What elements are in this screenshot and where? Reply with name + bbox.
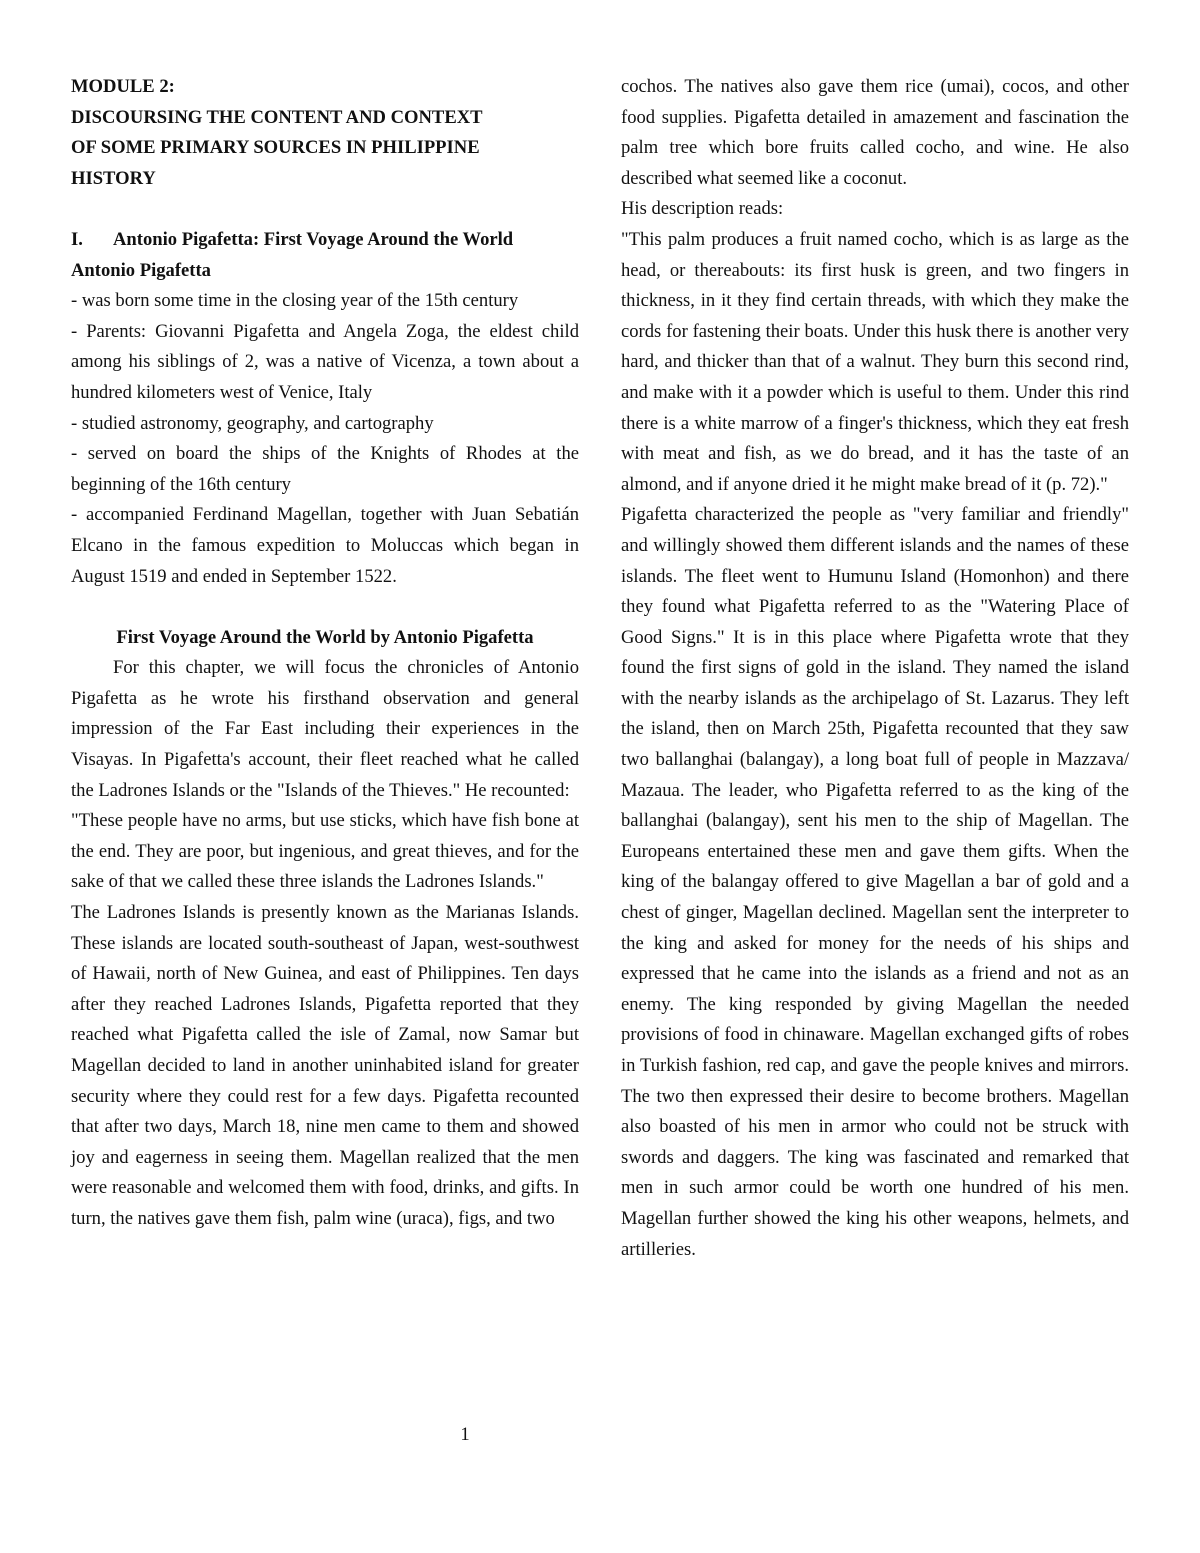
chapter-paragraph-intro: For this chapter, we will focus the chronicles of Antonio Pigafetta as he wrote his firsthand observation and general impression of the Far East including their experiences in the Visayas. In Pigafetta's account, their fleet reached what he called the Ladrones Islands or the "Islands of the Thieves." He recounted: (71, 657, 579, 801)
bio-bullet-birth: - was born some time in the closing year of the 15th century (71, 290, 519, 312)
chapter-paragraph-marianas: The Ladrones Islands is presently known as the Marianas Islands. These islands are located south-southeast of Japan, west-southwest of Hawaii, north of New Guinea, and east of Philippines. Ten days after they reached Ladrones Islands, Pigafetta reported that they reached what Pigafetta called the isle of Zamal, now Samar but Magellan decided to land in another uninhabited island for greater security where they could rest for a few days. Pigafetta recounted that after two days, March 18, nine men came to them and showed joy and eagerness in seeing them. Magellan realized that the men were reasonable and welcomed them with food, drinks, and gifts. In turn, the natives gave them fish, palm wine (uraca), figs, and two (71, 902, 579, 1229)
bio-bullet-parents: - Parents: Giovanni Pigafetta and Angela Zoga, the eldest child among his siblings of 2, was a native of Vicenza, a town about a hundred kilometers west of Venice, Italy (71, 320, 579, 403)
bio-bullet-expedition: - accompanied Ferdinand Magellan, together with Juan Sebatián Elcano in the famous expedition to Moluccas which began in August 1519 and ended in September 1522. (71, 504, 579, 587)
module-title-line-2: DISCOURSING THE CONTENT AND CONTEXT (71, 106, 483, 128)
right-paragraph-description-intro: His description reads: (621, 198, 784, 220)
module-title (71, 72, 579, 194)
chapter-quote-ladrones: "These people have no arms, but use sticks, which have fish bone at the end. They are poor, but ingenious, and great thieves, and for the sake of that we called these three islands the Ladrones Islands." (71, 810, 579, 893)
section-number: I. (71, 228, 83, 250)
page-number: 1 (460, 1424, 470, 1445)
left-column (71, 72, 579, 1235)
section-heading (71, 225, 579, 256)
module-title-line-4: HISTORY (71, 167, 156, 189)
right-paragraph-cochos: cochos. The natives also gave them rice (umai), cocos, and other food supplies. Pigafetta detailed in amazement and fascination the palm tree which bore fruits called cocho, and wine. He also described what seemed like a coconut. (621, 76, 1129, 189)
section-subject: Antonio Pigafetta (71, 259, 211, 281)
chapter-title: First Voyage Around the World by Antonio Pigafetta (116, 626, 534, 648)
bio-bullet-service: - served on board the ships of the Knights of Rhodes at the beginning of the 16th century (71, 443, 579, 495)
right-column (621, 72, 1129, 1265)
right-paragraph-people: Pigafetta characterized the people as "very familiar and friendly" and willingly showed them different islands and the names of these islands. The fleet went to Humunu Island (Homonhon) and there they found what Pigafetta referred to as the "Watering Place of Good Signs." It is in this place where Pigafetta wrote that they found the first signs of gold in the island. They named the island with the nearby islands as the archipelago of St. Lazarus. They left the island, then on March 25th, Pigafetta recounted that they saw two ballanghai (balangay), a long boat full of people in Mazzava/ Mazaua. The leader, who Pigafetta referred to as the king of the ballanghai (balangay), sent his men to the ship of Magellan. The Europeans entertained these men and gave them gifts. When the king of the balangay offered to give Magellan a bar of gold and a chest of ginger, Magellan declined. Magellan sent the interpreter to the king and asked for money for the needs of his ships and expressed that he came into the islands as a friend and not as an enemy. The king responded by giving Magellan the needed provisions of food in chinaware. Magellan exchanged gifts of robes in Turkish fashion, red cap, and gave the people knives and mirrors. The two then expressed their desire to become brothers. Magellan also boasted of his men in armor who could not be struck with swords and daggers. The king was fascinated and remarked that men in such armor could be worth one hundred of his men. Magellan further showed the king his other weapons, helmets, and artilleries. (621, 504, 1129, 1260)
module-title-line-1: MODULE 2: (71, 76, 175, 97)
section-title: Antonio Pigafetta: First Voyage Around the World (113, 228, 514, 250)
module-title-line-3: OF SOME PRIMARY SOURCES IN PHILIPPINE (71, 137, 480, 159)
bio-bullet-studies: - studied astronomy, geography, and cartography (71, 412, 434, 434)
right-quote-palm: "This palm produces a fruit named cocho, which is as large as the head, or thereabouts: its first husk is green, and two fingers in thickness, in it they find certain threads, with which they make the cords for fastening their boats. Under this husk there is another very hard, and thicker than that of a walnut. They burn this second rind, and make with it a powder which is useful to them. Under this rind there is a white marrow of a finger's thickness, which they eat fresh with meat and fish, as we do bread, and it has the taste of an almond, and if anyone dried it he might make bread of it (p. 72)." (621, 228, 1129, 495)
